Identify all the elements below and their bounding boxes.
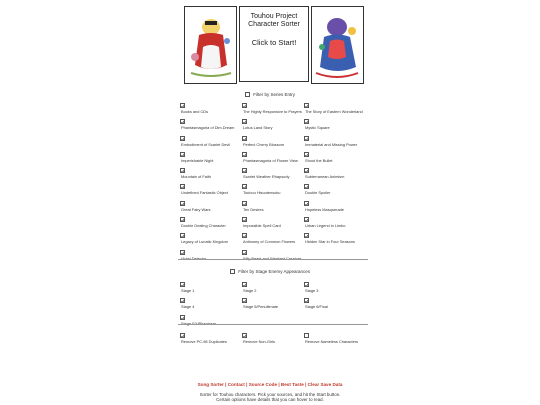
option-option[interactable] <box>180 337 242 353</box>
series-label: Legacy of Lunatic Kingdom <box>181 239 228 245</box>
stage-checkbox[interactable] <box>180 315 185 320</box>
option-checkbox[interactable] <box>180 333 185 338</box>
series-option[interactable] <box>180 205 242 221</box>
series-label: Antinomy of Common Flowers <box>243 239 296 245</box>
series-option[interactable] <box>304 107 366 123</box>
series-label: Shoot the Bullet <box>305 157 333 163</box>
series-checkbox[interactable] <box>242 233 247 238</box>
stage-filter-toggle[interactable] <box>230 269 235 274</box>
series-option[interactable] <box>304 237 366 253</box>
source-code-link[interactable]: Source Code <box>248 382 278 387</box>
stage-label: Stage 6/Final <box>305 304 328 310</box>
series-checkbox[interactable] <box>304 217 309 222</box>
series-checkbox[interactable] <box>304 168 309 173</box>
series-option[interactable] <box>180 123 242 139</box>
start-button[interactable]: Click to Start! <box>251 38 297 47</box>
series-label: Immaterial and Missing Power <box>305 141 358 147</box>
series-label: The Story of Eastern Wonderland <box>305 109 363 114</box>
series-option[interactable] <box>242 237 304 253</box>
series-checkbox[interactable] <box>304 184 309 189</box>
song-sorter-link[interactable]: Song Sorter <box>197 382 224 387</box>
right-character-image[interactable] <box>311 6 364 84</box>
series-option[interactable] <box>180 254 242 270</box>
option-option[interactable] <box>304 337 366 353</box>
series-checkbox[interactable] <box>242 152 247 157</box>
stage-option[interactable] <box>180 286 242 302</box>
option-checkbox[interactable] <box>304 333 309 338</box>
series-option[interactable] <box>180 140 242 156</box>
series-option[interactable] <box>304 172 366 188</box>
series-option[interactable] <box>242 123 304 139</box>
series-option[interactable] <box>304 188 366 204</box>
series-label: Mountain of Faith <box>181 174 212 180</box>
series-checkbox[interactable] <box>242 250 247 255</box>
series-checkbox[interactable] <box>304 119 309 124</box>
series-option[interactable] <box>304 140 366 156</box>
series-label: Undefined Fantastic Object <box>181 190 228 196</box>
series-checkbox[interactable] <box>242 184 247 189</box>
series-checkbox[interactable] <box>242 119 247 124</box>
stage-checkbox[interactable] <box>304 298 309 303</box>
series-label: Perfect Cherry Blossom <box>243 141 285 147</box>
stage-option[interactable] <box>242 286 304 302</box>
series-option[interactable] <box>304 221 366 237</box>
series-option[interactable] <box>180 221 242 237</box>
stage-checkbox[interactable] <box>304 282 309 287</box>
series-label: Subterranean Animism <box>305 174 345 180</box>
series-checkbox[interactable] <box>304 233 309 238</box>
description-line-2: Certain options have details that you can hover to read. <box>216 397 324 402</box>
series-checkbox[interactable] <box>180 201 185 206</box>
series-checkbox[interactable] <box>180 119 185 124</box>
contact-link[interactable]: Contact <box>227 382 245 387</box>
series-label: Phantasmagoria of Dim.Dream <box>181 125 235 131</box>
series-label: The Highly Responsive to Prayers <box>243 109 302 114</box>
series-option[interactable] <box>242 156 304 172</box>
series-label: Phantasmagoria of Flower View <box>243 157 298 163</box>
stage-option[interactable] <box>242 302 304 318</box>
series-option[interactable] <box>304 156 366 172</box>
series-label: Touhou Hisoutensoku <box>243 190 281 196</box>
stage-option[interactable] <box>304 286 366 302</box>
series-option[interactable] <box>242 107 304 123</box>
option-label: Remove Nameless Characters <box>305 339 358 344</box>
series-checkbox[interactable] <box>242 201 247 206</box>
series-option[interactable] <box>242 205 304 221</box>
series-filter-grid <box>180 107 366 270</box>
stage-filter-header[interactable] <box>0 269 540 274</box>
divider <box>178 324 368 325</box>
series-label: Books and CDs <box>181 109 209 114</box>
series-checkbox[interactable] <box>180 184 185 189</box>
series-filter-label: Filter by Series Entry <box>253 92 296 97</box>
series-option[interactable] <box>304 123 366 139</box>
series-label: Embodiment of Scarlet Devil <box>181 141 231 147</box>
series-option[interactable] <box>180 237 242 253</box>
clear-save-data-link[interactable]: Clear Save Data <box>307 382 343 387</box>
series-option[interactable] <box>180 172 242 188</box>
series-filter-toggle[interactable] <box>245 92 250 97</box>
stage-label: Stage 2 <box>243 288 257 293</box>
option-checkbox[interactable] <box>242 333 247 338</box>
series-checkbox[interactable] <box>304 201 309 206</box>
sorter-title: Touhou Project Character Sorter <box>248 13 300 28</box>
series-option[interactable] <box>180 156 242 172</box>
series-checkbox[interactable] <box>180 217 185 222</box>
sorter-panel <box>184 6 364 84</box>
option-label: Remove Non-Girls <box>243 339 275 344</box>
series-label: Double Spoiler <box>305 190 331 196</box>
series-option[interactable] <box>242 254 304 270</box>
series-checkbox[interactable] <box>180 233 185 238</box>
series-checkbox[interactable] <box>180 136 185 141</box>
footer-links <box>0 382 540 387</box>
series-checkbox[interactable] <box>242 103 247 108</box>
series-checkbox[interactable] <box>242 168 247 173</box>
series-label: Scarlet Weather Rhapsody <box>243 174 290 180</box>
stage-filter-label: Filter by Stage Enemy Appearances <box>238 269 311 274</box>
stage-checkbox[interactable] <box>242 298 247 303</box>
sorter-center-box[interactable] <box>239 6 309 82</box>
series-label: Urban Legend in Limbo <box>305 223 346 229</box>
series-label: Great Fairy Wars <box>181 206 211 212</box>
series-label: Mystic Square <box>305 125 330 131</box>
series-label: Imperishable Night <box>181 157 214 163</box>
series-option[interactable] <box>242 140 304 156</box>
stage-checkbox[interactable] <box>242 282 247 287</box>
stage-filter-grid <box>180 286 366 335</box>
stage-option[interactable] <box>180 302 242 318</box>
series-option[interactable] <box>180 107 242 123</box>
series-checkbox[interactable] <box>180 168 185 173</box>
best-taste-link[interactable]: Best Taste <box>280 382 304 387</box>
series-option[interactable] <box>304 205 366 221</box>
separator: | <box>305 382 307 387</box>
option-label: Remove PC-98 Duplicates <box>181 339 227 344</box>
series-checkbox[interactable] <box>304 152 309 157</box>
series-checkbox[interactable] <box>180 103 185 108</box>
divider <box>178 259 368 260</box>
series-option[interactable] <box>242 188 304 204</box>
stage-label: Stage 3 <box>305 288 319 293</box>
stage-checkbox[interactable] <box>180 298 185 303</box>
series-option[interactable] <box>242 221 304 237</box>
series-checkbox[interactable] <box>242 217 247 222</box>
stage-option[interactable] <box>304 302 366 318</box>
option-option[interactable] <box>242 337 304 353</box>
series-option[interactable] <box>242 172 304 188</box>
separator: | <box>278 382 280 387</box>
series-checkbox[interactable] <box>180 152 185 157</box>
series-label: Double Dealing Character <box>181 223 226 229</box>
left-character-image[interactable] <box>184 6 237 84</box>
description <box>0 392 540 402</box>
series-label: Lotus Land Story <box>243 125 273 131</box>
series-checkbox[interactable] <box>304 103 309 108</box>
series-checkbox[interactable] <box>242 136 247 141</box>
description-line-1: Sorter for Touhou characters. Pick your sources, and hit the Start button. <box>199 392 341 397</box>
stage-label: Stage 5/Penultimate <box>243 304 279 310</box>
series-label: Ten Desires <box>243 206 264 212</box>
character-illustration-right <box>312 7 363 83</box>
separator: | <box>246 382 248 387</box>
character-illustration-left <box>185 7 236 83</box>
stage-label: Stage 1 <box>181 288 195 293</box>
stage-checkbox[interactable] <box>180 282 185 287</box>
series-option[interactable] <box>180 188 242 204</box>
series-checkbox[interactable] <box>180 250 185 255</box>
stage-option[interactable] <box>180 319 242 335</box>
stage-label: Stage 4 <box>181 304 195 310</box>
series-checkbox[interactable] <box>304 136 309 141</box>
separator: | <box>225 382 227 387</box>
options-grid <box>180 337 366 353</box>
series-label: Hopeless Masquerade <box>305 206 344 212</box>
series-filter-header[interactable] <box>0 92 540 97</box>
series-label: Hidden Star in Four Seasons <box>305 239 355 245</box>
series-label: Impossible Spell Card <box>243 223 281 229</box>
